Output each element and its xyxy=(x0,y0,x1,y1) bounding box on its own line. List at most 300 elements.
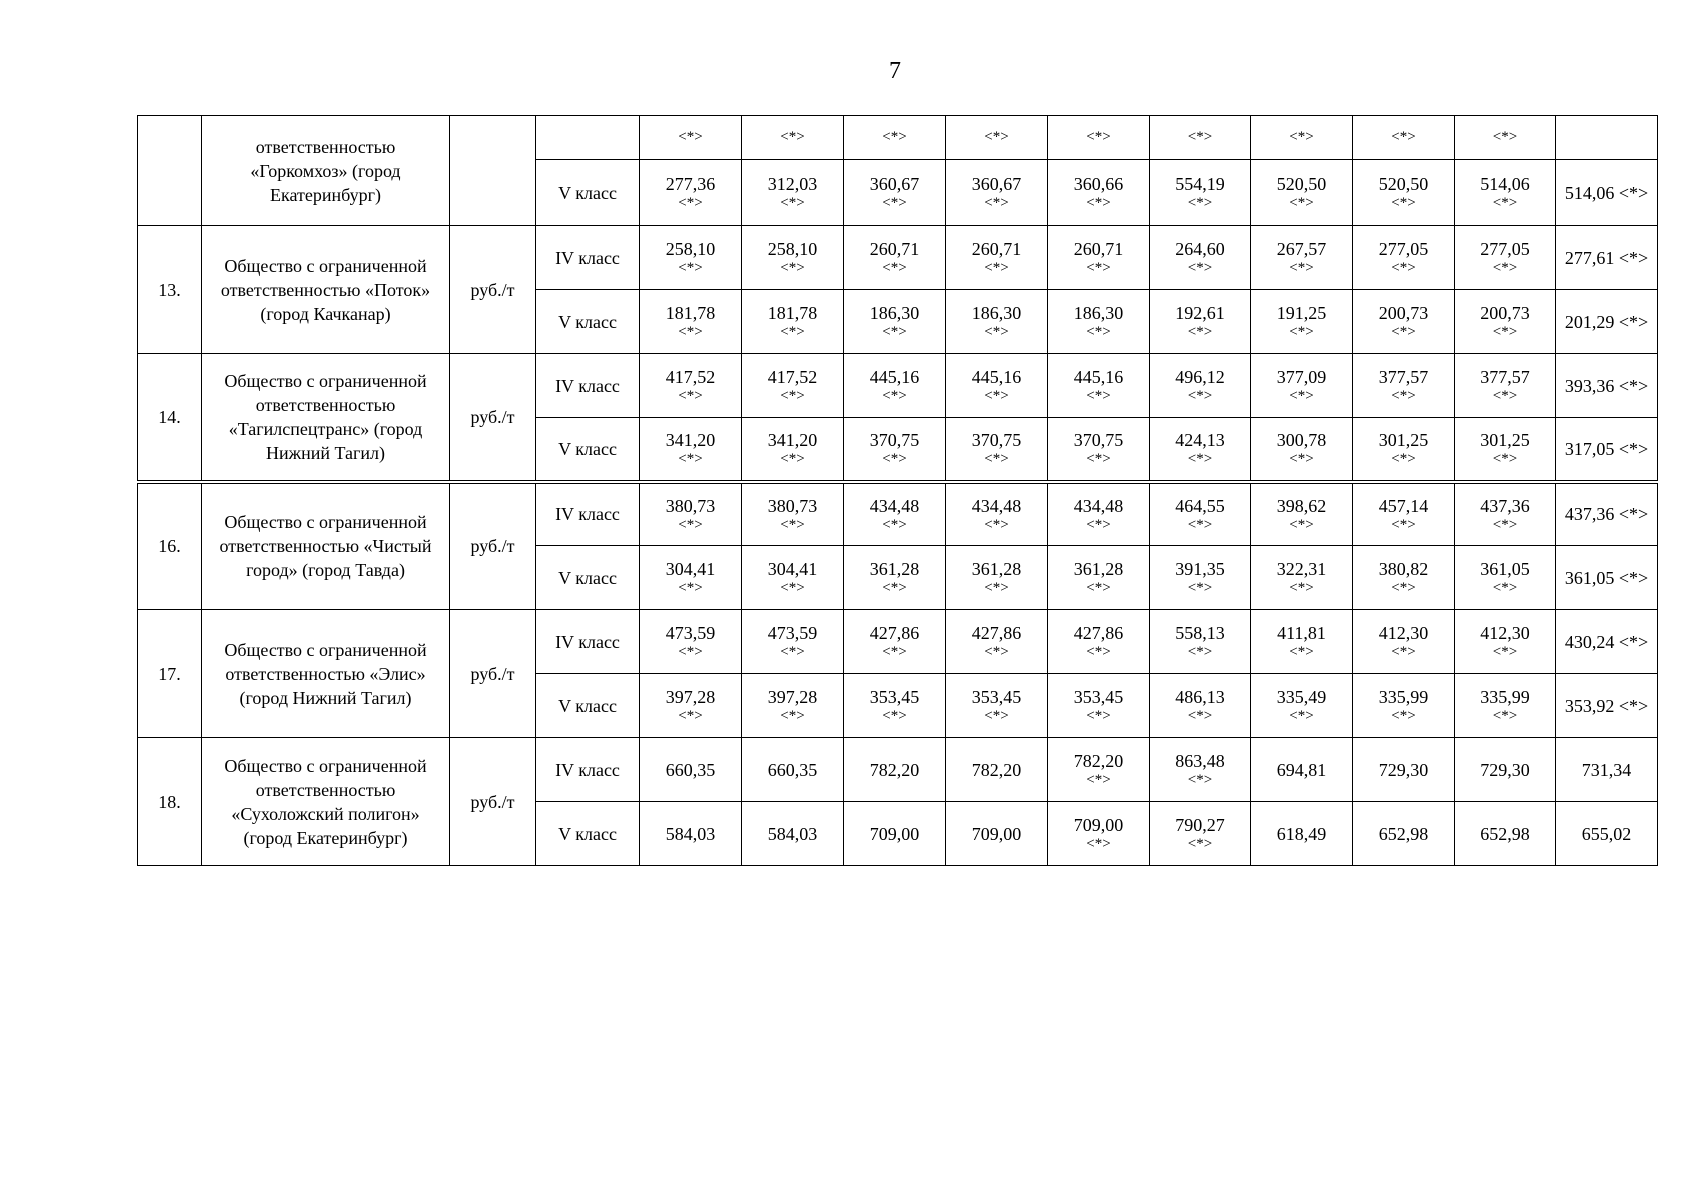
tariff-value-cell xyxy=(946,116,1048,160)
tariff-value-cell xyxy=(1455,610,1556,674)
unit-cell: руб./т xyxy=(450,226,536,354)
tariff-value-cell xyxy=(1048,160,1150,226)
tariff-value: 260,71 xyxy=(971,239,1022,259)
footnote-mark: <*> xyxy=(882,129,907,145)
tariff-value: 434,48 xyxy=(1073,495,1124,516)
tariff-value-cell xyxy=(844,482,946,546)
tariff-value-cell xyxy=(1455,738,1556,802)
tariff-value: 397,28 xyxy=(767,687,818,707)
table-row xyxy=(138,116,1658,160)
tariff-value: 264,60 xyxy=(1175,239,1225,259)
footnote-mark: <*> xyxy=(678,260,703,276)
footnote-mark: <*> xyxy=(1391,129,1416,145)
footnote-mark: <*> xyxy=(1289,516,1314,533)
final-tariff-cell: 277,61 <*> xyxy=(1556,226,1658,290)
final-tariff-cell: 353,92 <*> xyxy=(1556,674,1658,738)
tariff-value: 360,66 xyxy=(1073,174,1124,194)
tariff-value: 353,45 xyxy=(971,687,1022,707)
tariff-value: 457,14 xyxy=(1378,495,1429,516)
tariff-value: 186,30 xyxy=(1073,303,1124,323)
organization-name-cell: Общество с ограниченной ответственностью «Чистый город» (город Тавда) xyxy=(202,482,450,610)
tariff-value: 335,99 xyxy=(1378,687,1429,707)
tariff-value-cell xyxy=(1150,546,1251,610)
tariff-value: 863,48 xyxy=(1175,751,1225,771)
final-tariff-cell xyxy=(1556,116,1658,160)
footnote-mark: <*> xyxy=(780,451,805,468)
tariff-value: 790,27 xyxy=(1175,815,1225,835)
tariff-value: 304,41 xyxy=(665,559,716,579)
table-row-group xyxy=(138,738,1658,866)
footnote-mark: <*> xyxy=(678,708,703,724)
footnote-mark: <*> xyxy=(882,516,907,533)
footnote-mark: <*> xyxy=(1187,388,1213,404)
tariff-value: 341,20 xyxy=(767,430,818,451)
footnote-mark: <*> xyxy=(1086,451,1111,468)
final-tariff-cell: 655,02 xyxy=(1556,802,1658,866)
tariff-value-cell xyxy=(1048,354,1150,418)
tariff-value-cell xyxy=(1455,226,1556,290)
tariff-value: 186,30 xyxy=(971,303,1022,323)
footnote-mark: <*> xyxy=(1391,260,1416,276)
tariff-value: 361,28 xyxy=(869,559,920,579)
tariff-value: 370,75 xyxy=(971,430,1022,451)
footnote-mark: <*> xyxy=(1492,195,1518,211)
tariff-value-cell xyxy=(844,116,946,160)
tariff-value: 464,55 xyxy=(1175,495,1225,516)
tariff-value-cell xyxy=(1048,610,1150,674)
waste-class-cell: IV класс xyxy=(536,610,640,674)
tariff-value: 181,78 xyxy=(767,303,818,323)
tariff-value-cell xyxy=(1353,116,1455,160)
tariff-value-cell xyxy=(844,738,946,802)
footnote-mark: <*> xyxy=(882,195,907,211)
footnote-mark: <*> xyxy=(678,388,703,404)
tariff-value: 417,52 xyxy=(767,367,818,387)
footnote-mark: <*> xyxy=(1187,516,1213,533)
unit-cell xyxy=(450,116,536,226)
footnote-mark: <*> xyxy=(780,195,805,211)
tariff-value-cell xyxy=(1455,418,1556,482)
footnote-mark: <*> xyxy=(1289,324,1314,340)
footnote-mark: <*> xyxy=(984,644,1009,660)
table-row-group xyxy=(138,610,1658,738)
tariff-value-cell xyxy=(1048,290,1150,354)
tariff-value-cell xyxy=(1251,418,1353,482)
page-number: 7 xyxy=(889,58,901,84)
tariff-value: 398,62 xyxy=(1276,495,1327,516)
tariff-value: 397,28 xyxy=(665,687,716,707)
footnote-mark: <*> xyxy=(678,324,703,340)
tariff-value-cell xyxy=(1455,290,1556,354)
tariff-value-cell xyxy=(1048,116,1150,160)
tariff-value-cell xyxy=(742,674,844,738)
organization-name-cell: ответственностью «Горкомхоз» (город Екатеринбург) xyxy=(202,116,450,226)
tariff-value: 277,36 xyxy=(665,174,716,194)
tariff-value-cell xyxy=(1048,418,1150,482)
tariff-value-cell xyxy=(1455,354,1556,418)
tariff-value-cell xyxy=(1150,674,1251,738)
footnote-mark: <*> xyxy=(1289,195,1314,211)
tariff-value-cell xyxy=(1251,160,1353,226)
waste-class-cell: V класс xyxy=(536,674,640,738)
footnote-mark: <*> xyxy=(984,260,1009,276)
footnote-mark: <*> xyxy=(882,260,907,276)
tariff-value: 473,59 xyxy=(665,623,716,643)
tariff-value-cell xyxy=(640,354,742,418)
tariff-value-cell xyxy=(1150,738,1251,802)
unit-cell: руб./т xyxy=(450,482,536,610)
tariff-value: 186,30 xyxy=(869,303,920,323)
tariff-value-cell xyxy=(1048,546,1150,610)
tariff-value: 380,73 xyxy=(767,495,818,516)
table-row xyxy=(138,354,1658,418)
tariff-value-cell xyxy=(844,290,946,354)
final-tariff-cell: 393,36 <*> xyxy=(1556,354,1658,418)
tariff-table xyxy=(137,115,1658,866)
tariff-value-cell xyxy=(1048,482,1150,546)
tariff-value-cell xyxy=(742,802,844,866)
tariff-value: 312,03 xyxy=(767,174,818,194)
footnote-mark: <*> xyxy=(882,388,907,404)
row-number-cell: 14. xyxy=(138,354,202,482)
footnote-mark: <*> xyxy=(1289,388,1314,404)
tariff-value: 427,86 xyxy=(971,623,1022,643)
tariff-value-cell xyxy=(946,546,1048,610)
table-row-group xyxy=(138,226,1658,354)
tariff-value: 301,25 xyxy=(1378,430,1429,451)
tariff-value-cell xyxy=(640,116,742,160)
footnote-mark: <*> xyxy=(780,580,805,596)
tariff-value: 260,71 xyxy=(1073,239,1124,259)
tariff-value-cell xyxy=(946,418,1048,482)
footnote-mark: <*> xyxy=(984,451,1009,468)
final-tariff-cell: 361,05 <*> xyxy=(1556,546,1658,610)
tariff-value-cell xyxy=(742,418,844,482)
tariff-value-cell xyxy=(1150,354,1251,418)
footnote-mark: <*> xyxy=(1187,580,1213,596)
tariff-value-cell xyxy=(946,674,1048,738)
waste-class-cell: V класс xyxy=(536,802,640,866)
footnote-mark: <*> xyxy=(678,451,703,468)
tariff-value-cell xyxy=(1150,418,1251,482)
table-row-group xyxy=(138,354,1658,482)
tariff-value: 412,30 xyxy=(1480,623,1530,643)
tariff-value: 353,45 xyxy=(869,687,920,707)
footnote-mark: <*> xyxy=(984,324,1009,340)
tariff-value: 782,20 xyxy=(1073,751,1124,771)
tariff-value-cell xyxy=(1455,802,1556,866)
row-number-cell: 18. xyxy=(138,738,202,866)
tariff-value: 192,61 xyxy=(1175,303,1225,323)
tariff-value-cell xyxy=(742,546,844,610)
tariff-value: 520,50 xyxy=(1378,174,1429,194)
unit-cell: руб./т xyxy=(450,738,536,866)
footnote-mark: <*> xyxy=(1492,129,1518,145)
footnote-mark: <*> xyxy=(984,580,1009,596)
tariff-value: 584,03 xyxy=(665,823,716,844)
footnote-mark: <*> xyxy=(780,708,805,724)
footnote-mark: <*> xyxy=(1289,708,1314,724)
footnote-mark: <*> xyxy=(1391,451,1416,468)
waste-class-cell: V класс xyxy=(536,290,640,354)
tariff-value: 377,57 xyxy=(1378,367,1429,387)
footnote-mark: <*> xyxy=(780,324,805,340)
waste-class-cell: IV класс xyxy=(536,738,640,802)
organization-name-cell: Общество с ограниченной ответственностью «Тагилспецтранс» (город Нижний Тагил) xyxy=(202,354,450,482)
footnote-mark: <*> xyxy=(882,644,907,660)
tariff-value: 377,57 xyxy=(1480,367,1530,387)
tariff-value: 380,82 xyxy=(1378,559,1429,579)
row-number-cell: 17. xyxy=(138,610,202,738)
footnote-mark: <*> xyxy=(1086,260,1111,276)
tariff-value: 584,03 xyxy=(767,823,818,844)
tariff-value-cell xyxy=(1353,354,1455,418)
waste-class-cell xyxy=(536,116,640,160)
footnote-mark: <*> xyxy=(1391,388,1416,404)
tariff-value-cell xyxy=(946,354,1048,418)
tariff-value-cell xyxy=(1353,674,1455,738)
tariff-value-cell xyxy=(1150,482,1251,546)
tariff-value-cell xyxy=(946,290,1048,354)
tariff-value-cell xyxy=(1150,160,1251,226)
footnote-mark: <*> xyxy=(1289,644,1314,660)
footnote-mark: <*> xyxy=(1391,708,1416,724)
tariff-value: 437,36 xyxy=(1480,495,1530,516)
tariff-value: 370,75 xyxy=(1073,430,1124,451)
tariff-value-cell xyxy=(946,482,1048,546)
footnote-mark: <*> xyxy=(1391,580,1416,596)
footnote-mark: <*> xyxy=(984,195,1009,211)
tariff-value-cell xyxy=(1251,482,1353,546)
footnote-mark: <*> xyxy=(1391,195,1416,211)
footnote-mark: <*> xyxy=(1187,644,1213,660)
tariff-value-cell xyxy=(640,802,742,866)
footnote-mark: <*> xyxy=(780,644,805,660)
tariff-value-cell xyxy=(1251,802,1353,866)
tariff-value-cell xyxy=(1150,226,1251,290)
waste-class-cell: IV класс xyxy=(536,226,640,290)
tariff-value-cell xyxy=(742,290,844,354)
footnote-mark: <*> xyxy=(1289,129,1314,145)
tariff-value-cell xyxy=(844,546,946,610)
footnote-mark: <*> xyxy=(1086,836,1111,852)
tariff-value: 260,71 xyxy=(869,239,920,259)
tariff-value-cell xyxy=(1455,546,1556,610)
final-tariff-cell: 201,29 <*> xyxy=(1556,290,1658,354)
tariff-value-cell xyxy=(1353,226,1455,290)
tariff-value: 782,20 xyxy=(869,759,920,780)
footnote-mark: <*> xyxy=(780,388,805,404)
tariff-value: 200,73 xyxy=(1378,303,1429,323)
tariff-value: 427,86 xyxy=(869,623,920,643)
tariff-value: 729,30 xyxy=(1378,759,1429,780)
row-number-cell xyxy=(138,116,202,226)
tariff-value-cell xyxy=(946,226,1048,290)
tariff-value-cell xyxy=(1353,482,1455,546)
tariff-value-cell xyxy=(640,674,742,738)
footnote-mark: <*> xyxy=(1289,260,1314,276)
footnote-mark: <*> xyxy=(1492,580,1518,596)
tariff-value-cell xyxy=(1353,290,1455,354)
footnote-mark: <*> xyxy=(1492,388,1518,404)
footnote-mark: <*> xyxy=(678,516,703,533)
tariff-value-cell xyxy=(1048,738,1150,802)
footnote-mark: <*> xyxy=(1086,708,1111,724)
tariff-value-cell xyxy=(1251,226,1353,290)
tariff-value: 558,13 xyxy=(1175,623,1225,643)
tariff-value: 191,25 xyxy=(1276,303,1327,323)
footnote-mark: <*> xyxy=(984,129,1009,145)
tariff-value-cell xyxy=(1455,160,1556,226)
tariff-value-cell xyxy=(946,610,1048,674)
organization-name-cell: Общество с ограниченной ответственностью «Элис» (город Нижний Тагил) xyxy=(202,610,450,738)
footnote-mark: <*> xyxy=(678,580,703,596)
tariff-value: 473,59 xyxy=(767,623,818,643)
footnote-mark: <*> xyxy=(1187,260,1213,276)
footnote-mark: <*> xyxy=(1086,516,1111,533)
tariff-value-cell xyxy=(1251,290,1353,354)
tariff-value: 709,00 xyxy=(971,823,1022,844)
tariff-value-cell xyxy=(640,418,742,482)
tariff-value-cell xyxy=(946,738,1048,802)
footnote-mark: <*> xyxy=(1187,836,1213,852)
final-tariff-cell: 430,24 <*> xyxy=(1556,610,1658,674)
table-row-group xyxy=(138,482,1658,610)
table-row xyxy=(138,226,1658,290)
waste-class-cell: V класс xyxy=(536,546,640,610)
tariff-value: 335,49 xyxy=(1276,687,1327,707)
tariff-value: 300,78 xyxy=(1276,430,1327,451)
final-tariff-cell: 437,36 <*> xyxy=(1556,482,1658,546)
table-row-group xyxy=(138,116,1658,226)
tariff-value: 377,09 xyxy=(1276,367,1327,387)
tariff-value-cell xyxy=(1353,802,1455,866)
tariff-value: 729,30 xyxy=(1480,759,1530,780)
organization-name-cell: Общество с ограниченной ответственностью «Сухоложский полигон» (город Екатеринбург) xyxy=(202,738,450,866)
tariff-value-cell xyxy=(640,610,742,674)
tariff-value-cell xyxy=(640,546,742,610)
tariff-value-cell xyxy=(1251,354,1353,418)
footnote-mark: <*> xyxy=(1492,324,1518,340)
row-number-cell: 16. xyxy=(138,482,202,610)
footnote-mark: <*> xyxy=(1187,195,1213,211)
tariff-value: 660,35 xyxy=(665,759,716,780)
tariff-value-cell xyxy=(640,290,742,354)
tariff-value-cell xyxy=(844,354,946,418)
footnote-mark: <*> xyxy=(882,580,907,596)
tariff-value-cell xyxy=(844,610,946,674)
tariff-value-cell xyxy=(1353,738,1455,802)
tariff-value: 486,13 xyxy=(1175,687,1225,707)
tariff-value: 694,81 xyxy=(1276,759,1327,780)
footnote-mark: <*> xyxy=(1391,644,1416,660)
unit-cell: руб./т xyxy=(450,610,536,738)
tariff-value-cell xyxy=(742,482,844,546)
tariff-value-cell xyxy=(640,226,742,290)
tariff-value-cell xyxy=(742,354,844,418)
tariff-value: 353,45 xyxy=(1073,687,1124,707)
final-tariff-cell: 317,05 <*> xyxy=(1556,418,1658,482)
tariff-value-cell xyxy=(1150,610,1251,674)
table-row xyxy=(138,610,1658,674)
tariff-value: 618,49 xyxy=(1276,823,1327,844)
waste-class-cell: IV класс xyxy=(536,482,640,546)
tariff-value: 200,73 xyxy=(1480,303,1530,323)
footnote-mark: <*> xyxy=(1187,708,1213,724)
tariff-value: 520,50 xyxy=(1276,174,1327,194)
tariff-value: 496,12 xyxy=(1175,367,1225,387)
tariff-value: 434,48 xyxy=(869,495,920,516)
footnote-mark: <*> xyxy=(1086,644,1111,660)
tariff-value: 380,73 xyxy=(665,495,716,516)
tariff-value: 434,48 xyxy=(971,495,1022,516)
tariff-value-cell xyxy=(1150,290,1251,354)
tariff-value-cell xyxy=(1048,674,1150,738)
tariff-value: 514,06 xyxy=(1480,174,1530,194)
tariff-value-cell xyxy=(640,482,742,546)
tariff-value-cell xyxy=(844,418,946,482)
tariff-value-cell xyxy=(1353,546,1455,610)
final-tariff-cell: 731,34 xyxy=(1556,738,1658,802)
tariff-value: 417,52 xyxy=(665,367,716,387)
tariff-value-cell xyxy=(1150,116,1251,160)
footnote-mark: <*> xyxy=(1187,451,1213,468)
tariff-value: 427,86 xyxy=(1073,623,1124,643)
tariff-value: 361,05 xyxy=(1480,559,1530,579)
footnote-mark: <*> xyxy=(1086,324,1111,340)
footnote-mark: <*> xyxy=(984,516,1009,533)
tariff-value: 445,16 xyxy=(1073,367,1124,387)
final-tariff-cell: 514,06 <*> xyxy=(1556,160,1658,226)
tariff-value: 301,25 xyxy=(1480,430,1530,451)
tariff-value: 360,67 xyxy=(971,174,1022,194)
footnote-mark: <*> xyxy=(1086,195,1111,211)
tariff-value-cell xyxy=(1150,802,1251,866)
tariff-value: 445,16 xyxy=(869,367,920,387)
tariff-value: 411,81 xyxy=(1277,623,1326,643)
tariff-value: 277,05 xyxy=(1378,239,1429,259)
table-row xyxy=(138,738,1658,802)
tariff-value: 335,99 xyxy=(1480,687,1530,707)
tariff-value: 322,31 xyxy=(1276,559,1327,579)
footnote-mark: <*> xyxy=(780,516,805,533)
footnote-mark: <*> xyxy=(1289,451,1314,468)
organization-name-cell: Общество с ограниченной ответственностью «Поток» (город Качканар) xyxy=(202,226,450,354)
tariff-value-cell xyxy=(1251,116,1353,160)
footnote-mark: <*> xyxy=(1187,129,1213,145)
footnote-mark: <*> xyxy=(678,129,703,145)
footnote-mark: <*> xyxy=(1086,580,1111,596)
footnote-mark: <*> xyxy=(882,451,907,468)
waste-class-cell: V класс xyxy=(536,160,640,226)
tariff-value: 709,00 xyxy=(869,823,920,844)
tariff-value: 782,20 xyxy=(971,759,1022,780)
tariff-value: 370,75 xyxy=(869,430,920,451)
tariff-value-cell xyxy=(1455,482,1556,546)
tariff-value-cell xyxy=(1455,674,1556,738)
unit-cell: руб./т xyxy=(450,354,536,482)
tariff-value: 424,13 xyxy=(1175,430,1225,451)
tariff-value-cell xyxy=(1353,160,1455,226)
footnote-mark: <*> xyxy=(1086,388,1111,404)
waste-class-cell: IV класс xyxy=(536,354,640,418)
tariff-value: 360,67 xyxy=(869,174,920,194)
tariff-value-cell xyxy=(1251,738,1353,802)
tariff-value-cell xyxy=(844,226,946,290)
tariff-value: 652,98 xyxy=(1480,823,1530,844)
waste-class-cell: V класс xyxy=(536,418,640,482)
footnote-mark: <*> xyxy=(882,708,907,724)
